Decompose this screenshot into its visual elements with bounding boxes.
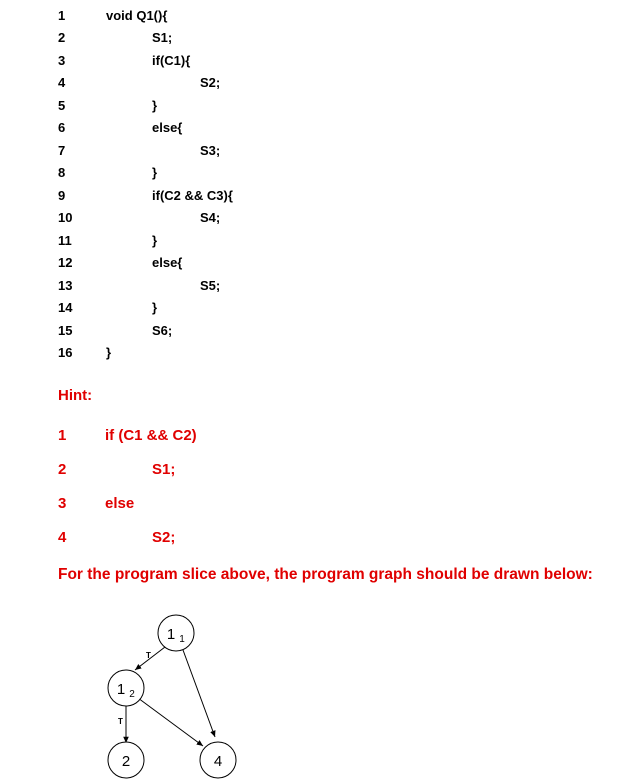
line-number: 12	[58, 255, 73, 270]
hint-title: Hint:	[58, 387, 93, 404]
node-label: 1	[116, 681, 126, 698]
code-line: }	[152, 233, 158, 248]
svg-text:2	[122, 753, 130, 770]
line-number: 9	[58, 188, 66, 203]
line-number: 3	[58, 53, 66, 68]
edge-label-true: T	[118, 717, 123, 726]
code-line: }	[152, 300, 158, 315]
line-number: 14	[58, 300, 73, 315]
line-number: 4	[58, 75, 66, 90]
line-number: 5	[58, 98, 66, 113]
hint-code-line: if (C1 && C2)	[105, 427, 197, 444]
code-line: }	[106, 345, 112, 360]
code-line: if(C1){	[152, 53, 191, 68]
edge-1_1-to-4	[183, 650, 215, 737]
hint-code-line: S1;	[152, 461, 176, 478]
hint-line-number: 2	[58, 461, 67, 478]
code-line: S6;	[152, 323, 173, 338]
graph-node-4	[200, 742, 236, 778]
code-line: S3;	[200, 143, 221, 158]
hint-line-number: 4	[58, 529, 67, 546]
hint-code-line: S2;	[152, 529, 176, 546]
edge-label-true: T	[146, 651, 151, 660]
line-number: 11	[58, 233, 72, 248]
line-number: 15	[58, 323, 73, 338]
code-line: S5;	[200, 278, 221, 293]
code-line: else{	[152, 120, 183, 135]
code-line: if(C2 && C3){	[152, 188, 233, 203]
code-line: }	[152, 98, 158, 113]
node-label: 4	[213, 753, 223, 770]
line-number: 8	[58, 165, 66, 180]
instruction-text: For the program slice above, the program graph should be drawn below:	[58, 566, 593, 583]
svg-text:2	[129, 689, 135, 700]
node-subscript: 2	[129, 689, 135, 700]
svg-text:1	[117, 681, 125, 698]
svg-text:4	[214, 753, 222, 770]
node-label: 1	[166, 626, 176, 643]
node-label: 2	[121, 753, 131, 770]
hint-code-line: else	[105, 495, 135, 512]
line-number: 7	[58, 143, 66, 158]
code-line: void Q1(){	[106, 8, 168, 23]
graph-node-1_1	[158, 615, 194, 651]
hint-line-number: 1	[58, 427, 67, 444]
edge-1_2-to-4	[138, 698, 203, 746]
graph-node-1_2	[108, 670, 144, 706]
code-line: S2;	[200, 75, 221, 90]
line-number: 2	[58, 30, 66, 45]
line-number: 1	[58, 8, 66, 23]
code-line: S1;	[152, 30, 173, 45]
svg-text:1	[167, 626, 175, 643]
code-line: else{	[152, 255, 183, 270]
hint-line-number: 3	[58, 495, 67, 512]
code-line: }	[152, 165, 158, 180]
node-subscript: 1	[179, 634, 185, 645]
svg-text:1	[179, 634, 185, 645]
line-number: 16	[58, 345, 73, 360]
graph-node-2	[108, 742, 144, 778]
code-line: S4;	[200, 210, 221, 225]
line-number: 10	[58, 210, 73, 225]
line-number: 6	[58, 120, 66, 135]
line-number: 13	[58, 278, 73, 293]
